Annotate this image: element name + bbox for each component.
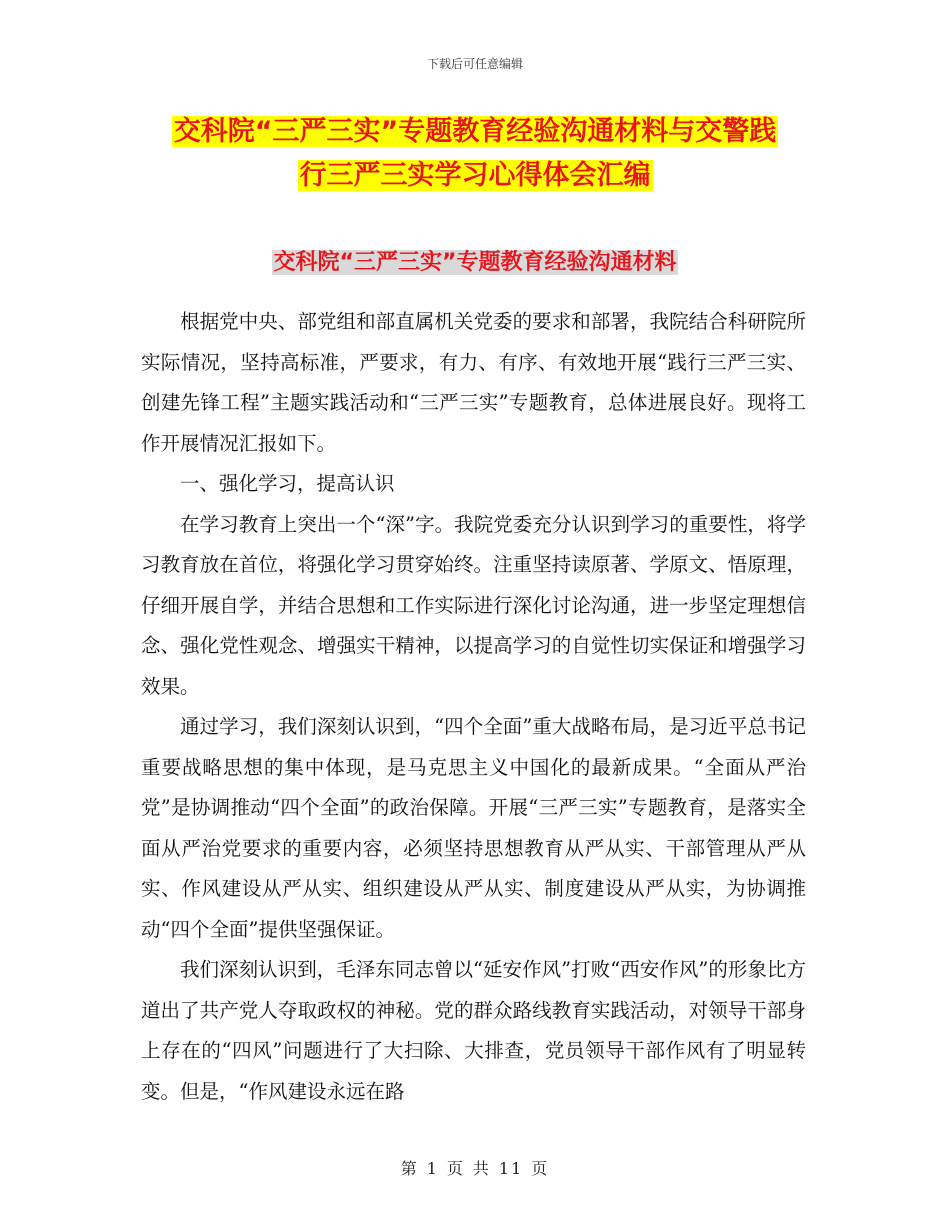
footer-label-page: 第 xyxy=(400,1159,419,1178)
document-title-line-1 xyxy=(0,116,950,148)
section-heading: 一、强化学习，提高认识 xyxy=(180,472,395,495)
section-title-text: 交科院“三严三实”专题教育经验沟通材料 xyxy=(273,250,677,275)
section-title xyxy=(0,249,950,277)
paragraph: 在学习教育上突出一个“深”字。我院党委充分认识到学习的重要性，将学习教育放在首位，将强化学习贯穿始终。注重坚持读原著、学原文、悟原理，仔细开展自学，并结合思想和工作实际进行深化讨论沟通，进一步坚定理想信念、强化党性观念、增强实干精神，以提高学习的自觉性切实保证和增强学习效果。 xyxy=(141,512,806,698)
paragraph: 根据党中央、部党组和部直属机关党委的要求和部署，我院结合科研院所实际情况，坚持高标准，严要求，有力、有序、有效地开展“践行三严三实、创建先锋工程”主题实践活动和“三严三实”专题教育，总体进展良好。现将工作开展情况汇报如下。 xyxy=(141,310,806,455)
page-footer xyxy=(0,1156,950,1179)
footer-label-total: 共 xyxy=(472,1159,491,1178)
footer-label-ye2: 页 xyxy=(531,1159,550,1178)
header-note: 下载后可任意编辑 xyxy=(426,57,523,71)
footer-label-ye: 页 xyxy=(446,1159,465,1178)
title-line-1-text: 交科院“三严三实”专题教育经验沟通材料与交警践 xyxy=(173,116,777,147)
paragraph: 我们深刻认识到，毛泽东同志曾以“延安作风”打败“西安作风”的形象比方道出了共产党人夺取政权的神秘。党的群众路线教育实践活动，对领导干部身上存在的“四风”问题进行了大扫除、大排查，党员领导干部作风有了明显转变。但是，“作风建设永远在路 xyxy=(141,958,806,1103)
document-title-line-2 xyxy=(0,160,950,192)
document-body xyxy=(141,302,806,1112)
page-number: 1 xyxy=(426,1159,439,1178)
title-line-2-text: 行三严三实学习心得体会汇编 xyxy=(299,160,651,191)
paragraph: 通过学习，我们深刻认识到，“四个全面”重大战略布局，是习近平总书记重要战略思想的集中体现，是马克思主义中国化的最新成果。“全面从严治党”是协调推动“四个全面”的政治保障。开展“三严三实”专题教育，是落实全面从严治党要求的重要内容，必须坚持思想教育从严从实、干部管理从严从实、作风建设从严从实、组织建设从严从实、制度建设从严从实，为协调推动“四个全面”提供坚强保证。 xyxy=(141,715,806,941)
total-pages: 11 xyxy=(498,1159,524,1178)
